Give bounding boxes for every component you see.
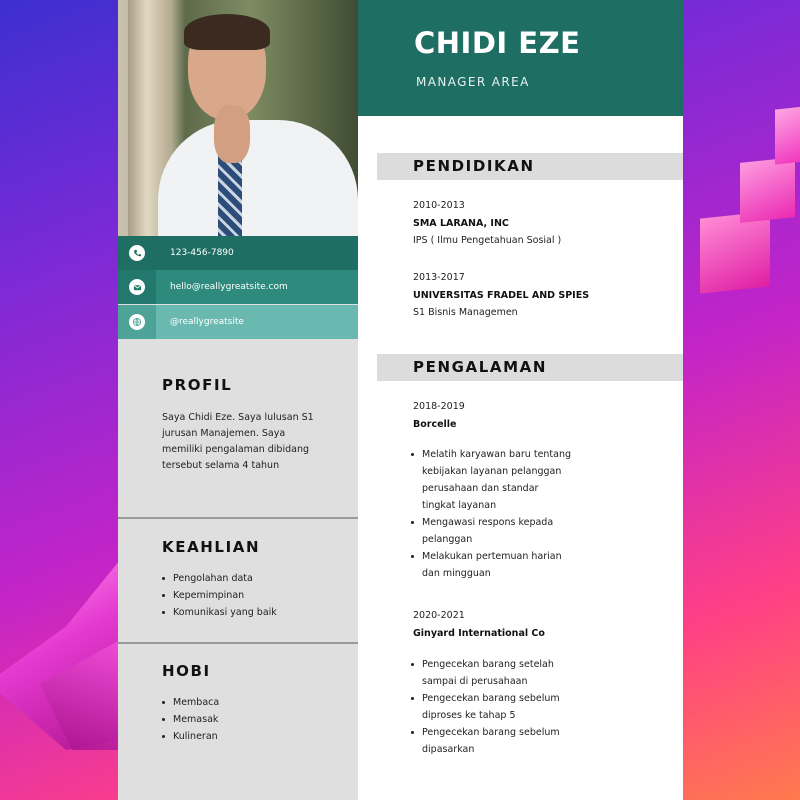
contact-social [118, 305, 358, 339]
list-item: Pengecekan barang sebelum diproses ke tahap 5 [411, 690, 581, 724]
keahlian-title: KEAHLIAN [162, 538, 261, 556]
job-duties-list [411, 446, 581, 582]
name-header [358, 0, 683, 116]
contact-email [118, 270, 358, 304]
person-role: MANAGER AREA [416, 75, 530, 89]
list-item: Memasak [162, 711, 219, 728]
job-company: Borcelle [413, 419, 457, 430]
list-item: Komunikasi yang baik [162, 604, 277, 621]
list-item: Kulineran [162, 728, 219, 745]
edu-school: SMA LARANA, INC [413, 218, 509, 229]
resume-page [118, 0, 683, 800]
pengalaman-header-bar [377, 354, 683, 381]
hobi-list [162, 694, 219, 745]
background-stair-shape [700, 211, 770, 293]
edu-major: S1 Bisnis Managemen [413, 307, 518, 318]
job-company: Ginyard International Co [413, 628, 545, 639]
list-item: Melatih karyawan baru tentang kebijakan layanan pelanggan perusahaan dan standar tingkat layanan [411, 446, 581, 514]
mail-icon [129, 279, 145, 295]
person-name: CHIDI EZE [414, 26, 581, 60]
profil-text: Saya Chidi Eze. Saya lulusan S1 jurusan Manajemen. Saya memiliki pengalaman dibidang tersebut selama 4 tahun [162, 412, 314, 471]
divider [118, 642, 358, 644]
keahlian-list [162, 570, 277, 621]
profile-photo [118, 0, 358, 236]
edu-years: 2010-2013 [413, 200, 465, 211]
phone-icon [129, 245, 145, 261]
edu-major: IPS ( Ilmu Pengetahuan Sosial ) [413, 235, 562, 246]
pendidikan-title: PENDIDIKAN [413, 157, 535, 175]
list-item: Pengolahan data [162, 570, 277, 587]
edu-years: 2013-2017 [413, 272, 465, 283]
profil-title: PROFIL [162, 376, 233, 394]
list-item: Melakukan pertemuan harian dan mingguan [411, 548, 581, 582]
list-item: Pengecekan barang setelah sampai di perusahaan [411, 656, 581, 690]
job-years: 2020-2021 [413, 610, 465, 621]
pengalaman-title: PENGALAMAN [413, 358, 547, 376]
background-stair-shape [775, 106, 800, 164]
hobi-title: HOBI [162, 662, 211, 680]
contact-phone [118, 236, 358, 270]
left-sidebar [118, 0, 358, 800]
social-text: @reallygreatsite [170, 317, 244, 327]
phone-text: 123-456-7890 [170, 248, 234, 258]
edu-school: UNIVERSITAS FRADEL AND SPIES [413, 290, 590, 301]
list-item: Membaca [162, 694, 219, 711]
divider [118, 517, 358, 519]
job-duties-list [411, 656, 581, 758]
list-item: Pengecekan barang sebelum dipasarkan [411, 724, 581, 758]
email-text: hello@reallygreatsite.com [170, 282, 288, 292]
globe-icon [129, 314, 145, 330]
job-years: 2018-2019 [413, 401, 465, 412]
background-stair-shape [740, 157, 795, 223]
list-item: Mengawasi respons kepada pelanggan [411, 514, 581, 548]
list-item: Kepemimpinan [162, 587, 277, 604]
pendidikan-header-bar [377, 153, 683, 180]
